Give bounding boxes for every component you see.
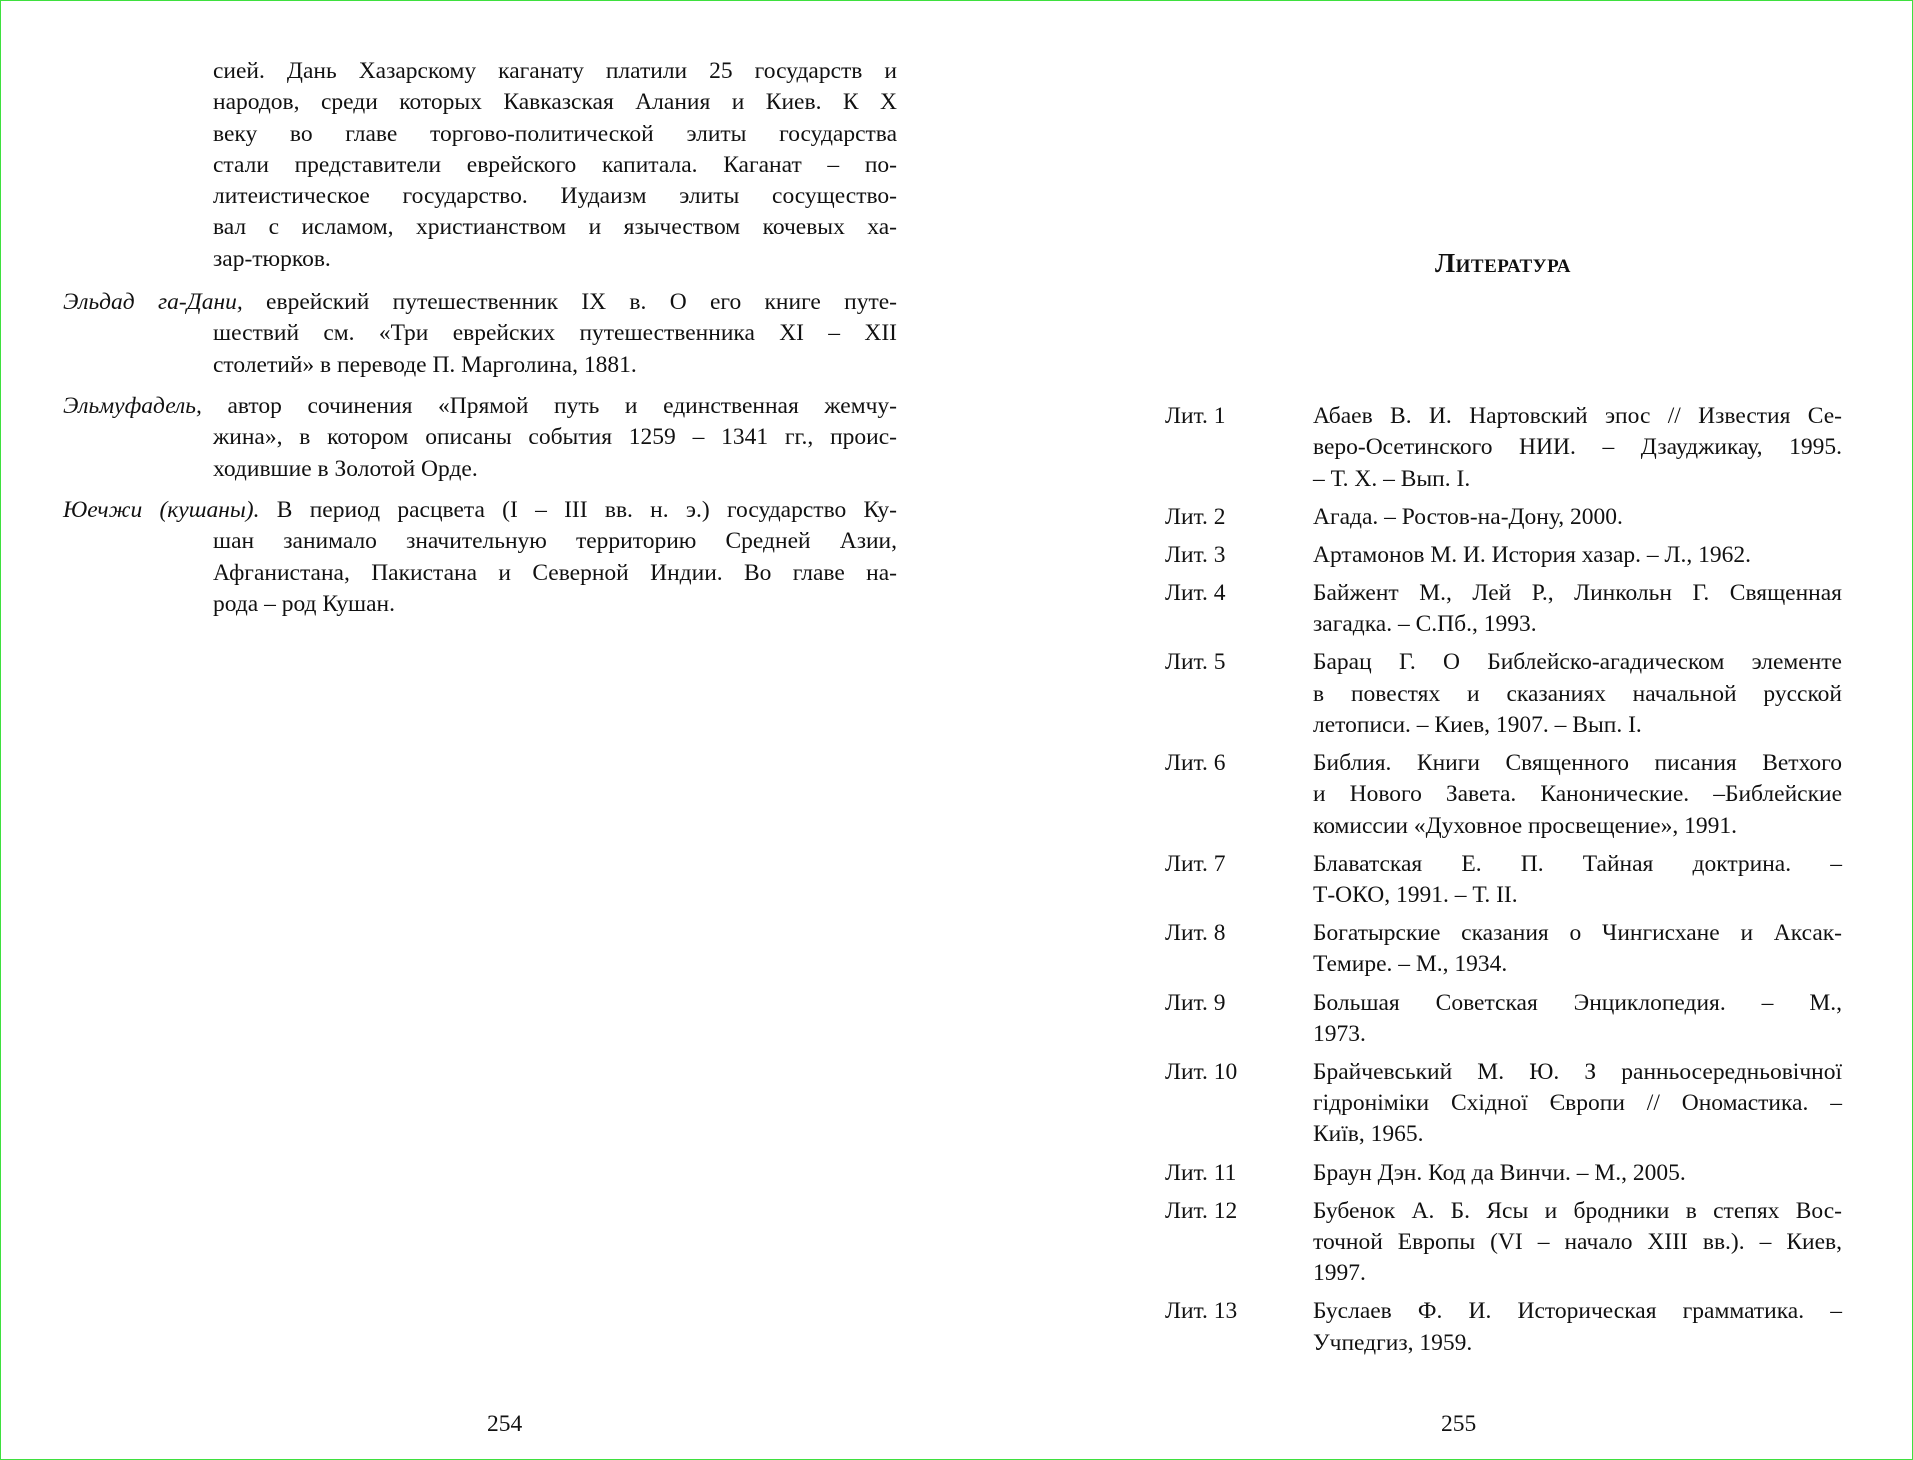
entry-label: Лит. 10	[1165, 1058, 1238, 1085]
glossary-term: Юечжи (кушаны).	[63, 497, 260, 523]
text-line	[63, 212, 897, 243]
text-line: загадка. – С.Пб., 1993.	[1313, 611, 1537, 638]
text-line: Блаватская Е. П. Тайная доктрина. –	[1313, 850, 1842, 877]
text-line: Т-ОКО, 1991. – Т. II.	[1313, 881, 1518, 908]
entry-label: Лит. 12	[1165, 1197, 1238, 1224]
entry-text	[1313, 918, 1842, 981]
page-number: 254	[487, 1411, 523, 1437]
bibliography-entry	[1165, 1196, 1842, 1290]
line-text: Афганистана, Пакистана и Северной Индии. Во главе на-	[213, 559, 897, 586]
glossary-term: Эльмуфадель,	[63, 393, 202, 419]
entry-label: Лит. 9	[1165, 989, 1226, 1016]
entry-label: Лит. 4	[1165, 579, 1226, 606]
line-text: шествий см. «Три еврейских путешественника XI – XII	[213, 320, 897, 347]
line-text: еврейский путешественник IX в. О его книге путе-	[266, 289, 898, 315]
entry-label: Лит. 3	[1165, 541, 1226, 568]
text-line: веро-Осетинского НИИ. – Дзауджикау, 1995.	[1313, 434, 1842, 461]
entry-text	[1313, 1158, 1842, 1189]
text-line	[63, 391, 897, 422]
entry-label: Лит. 7	[1165, 850, 1226, 877]
bibliography-entry	[1165, 748, 1842, 842]
entry-label: Лит. 2	[1165, 503, 1226, 530]
text-line: – Т. X. – Вып. I.	[1313, 465, 1471, 492]
text-line: Богатырские сказания о Чингисхане и Аксак-	[1313, 920, 1842, 947]
bibliography-entry	[1165, 401, 1842, 495]
text-line	[63, 454, 897, 485]
text-line	[63, 318, 897, 349]
entry-text	[1313, 849, 1842, 912]
text-line: Брайчевський М. Ю. З ранньосередньовічної	[1313, 1058, 1842, 1085]
text-line	[63, 422, 897, 453]
glossary-entry	[63, 495, 897, 620]
line-text: вал с исламом, христианством и язычеством кочевых ха-	[213, 214, 897, 241]
text-line: точной Европы (VI – начало XIII вв.). – Киев,	[1313, 1228, 1842, 1255]
text-line: 1973.	[1313, 1020, 1366, 1047]
text-line	[63, 150, 897, 181]
text-line: Библия. Книги Священного писания Ветхого	[1313, 750, 1842, 776]
text-line: Київ, 1965.	[1313, 1121, 1424, 1148]
line-text: ходившие в Золотой Орде.	[213, 455, 478, 482]
bibliography-entry	[1165, 849, 1842, 912]
line-text: стали представители еврейского капитала. Каганат – по-	[213, 151, 897, 178]
entry-label: Лит. 1	[1165, 403, 1226, 429]
bibliography-entry	[1165, 918, 1842, 981]
bibliography-entry	[1165, 540, 1842, 571]
text-line	[63, 244, 897, 275]
entry-text	[1313, 748, 1842, 842]
text-line: Буслаев Ф. И. Историческая грамматика. –	[1313, 1298, 1842, 1325]
entry-text	[1313, 647, 1842, 741]
text-line: комиссии «Духовное просвещение», 1991.	[1313, 812, 1737, 839]
text-line: в повестях и сказаниях начальной русской	[1313, 680, 1842, 707]
text-line: летописи. – Киев, 1907. – Вып. I.	[1313, 711, 1642, 738]
entry-text	[1313, 502, 1842, 533]
line-text: В период расцвета (I – III вв. н. э.) государство Ку-	[276, 497, 898, 523]
text-line	[63, 87, 897, 118]
text-line	[63, 495, 897, 526]
glossary-term: Эльдад га-Дани,	[63, 289, 243, 315]
bibliography-entry	[1165, 502, 1842, 533]
left-page	[0, 0, 956, 1460]
entry-label: Лит. 8	[1165, 920, 1226, 947]
text-line: Артамонов М. И. История хазар. – Л., 1962.	[1313, 541, 1751, 568]
line-text: зар-тюрков.	[213, 245, 331, 272]
entry-label: Лит. 5	[1165, 649, 1226, 676]
entry-text	[1313, 578, 1842, 641]
entry-text	[1313, 1296, 1842, 1359]
text-line: гідроніміки Східної Європи // Ономастика. –	[1313, 1090, 1842, 1117]
text-line: Учпедгиз, 1959.	[1313, 1329, 1473, 1356]
text-line	[63, 589, 897, 620]
bibliography-entry	[1165, 988, 1842, 1051]
line-text: литеистическое государство. Иудаизм элиты сосущество-	[213, 183, 897, 210]
text-line: Байжент М., Лей Р., Линкольн Г. Священная	[1313, 579, 1842, 606]
glossary-entry	[63, 391, 897, 485]
entry-text	[1313, 988, 1842, 1051]
entry-text	[1313, 401, 1842, 495]
line-text: сией. Дань Хазарскому каганату платили 25 государств и	[213, 58, 897, 84]
text-line	[63, 350, 897, 381]
text-line: и Нового Завета. Канонические. –Библейские	[1313, 781, 1842, 808]
text-line: Абаев В. И. Нартовский эпос // Известия Се-	[1313, 403, 1842, 429]
line-text: народов, среди которых Кавказская Алания и Киев. К X	[213, 89, 897, 116]
entry-text	[1313, 540, 1842, 571]
text-line: Темире. – М., 1934.	[1313, 951, 1508, 978]
text-line: Барац Г. О Библейско-агадическом элементе	[1313, 649, 1842, 676]
entry-text	[1313, 1057, 1842, 1151]
bibliography-entry	[1165, 1057, 1842, 1151]
text-line: Большая Советская Энциклопедия. – М.,	[1313, 989, 1842, 1016]
text-paragraph	[63, 56, 897, 275]
entry-label: Лит. 11	[1165, 1159, 1237, 1186]
text-line	[63, 287, 897, 318]
right-page	[956, 0, 1913, 1460]
text-line: Браун Дэн. Код да Винчи. – М., 2005.	[1313, 1159, 1686, 1186]
page-number: 255	[1441, 1411, 1477, 1437]
line-text: рода – род Кушан.	[213, 590, 395, 617]
bibliography-entry	[1165, 647, 1842, 741]
line-text: веку во главе торгово-политической элиты государства	[213, 120, 897, 147]
line-text: столетий» в переводе П. Марголина, 1881.	[213, 351, 637, 378]
glossary-entry	[63, 287, 897, 381]
text-line	[63, 526, 897, 557]
bibliography-entry	[1165, 1296, 1842, 1359]
text-line: Агада. – Ростов-на-Дону, 2000.	[1313, 503, 1623, 530]
text-line	[63, 558, 897, 589]
text-line	[63, 119, 897, 150]
entry-label: Лит. 13	[1165, 1298, 1238, 1325]
text-line	[63, 181, 897, 212]
line-text: автор сочинения «Прямой путь и единственная жемчу-	[227, 393, 898, 419]
text-line: 1997.	[1313, 1260, 1366, 1287]
line-text: шан занимало значительную территорию Средней Азии,	[213, 528, 897, 555]
entry-text	[1313, 1196, 1842, 1290]
text-line: Бубенок А. Б. Ясы и бродники в степях Вос-	[1313, 1197, 1842, 1224]
text-line	[63, 56, 897, 87]
line-text: жина», в котором описаны события 1259 – 1341 гг., проис-	[213, 424, 897, 451]
entry-label: Лит. 6	[1165, 750, 1226, 776]
bibliography-entry	[1165, 578, 1842, 641]
section-title: Литература	[1435, 248, 1571, 278]
bibliography-entry	[1165, 1158, 1842, 1189]
